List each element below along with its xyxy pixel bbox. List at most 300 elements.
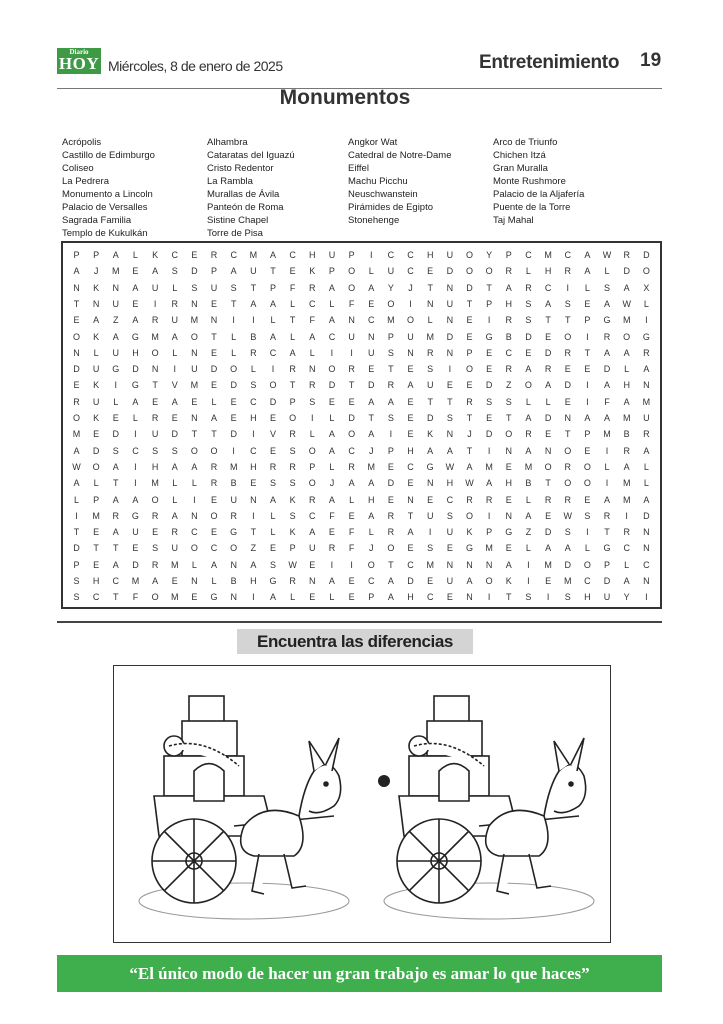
grid-letter[interactable]: C	[407, 266, 414, 277]
grid-letter[interactable]: E	[584, 445, 591, 456]
grid-letter[interactable]: E	[348, 510, 355, 521]
grid-letter[interactable]: N	[446, 282, 454, 293]
grid-letter[interactable]: P	[211, 266, 218, 277]
grid-letter[interactable]: E	[446, 592, 453, 603]
grid-letter[interactable]: O	[544, 461, 552, 472]
grid-letter[interactable]: T	[113, 478, 119, 489]
grid-letter[interactable]: F	[604, 396, 610, 407]
grid-letter[interactable]: E	[211, 527, 218, 538]
grid-letter[interactable]: A	[584, 413, 591, 423]
grid-letter[interactable]: S	[387, 413, 394, 423]
grid-letter[interactable]: U	[328, 250, 336, 260]
grid-letter[interactable]: N	[92, 298, 100, 309]
grid-letter[interactable]: O	[564, 331, 572, 342]
grid-letter[interactable]: R	[171, 298, 178, 309]
grid-letter[interactable]: E	[545, 510, 552, 521]
grid-letter[interactable]: O	[387, 298, 395, 309]
grid-letter[interactable]: O	[367, 559, 375, 570]
grid-letter[interactable]: R	[151, 413, 159, 423]
grid-letter[interactable]: L	[290, 331, 296, 342]
grid-letter[interactable]: M	[622, 413, 631, 423]
grid-letter[interactable]: R	[466, 396, 473, 407]
grid-letter[interactable]: E	[171, 576, 178, 586]
grid-letter[interactable]: G	[642, 331, 650, 342]
grid-letter[interactable]: M	[544, 559, 552, 570]
grid-letter[interactable]: O	[190, 445, 198, 456]
grid-letter[interactable]: E	[545, 331, 552, 342]
grid-letter[interactable]: X	[643, 282, 650, 293]
grid-letter[interactable]: G	[465, 543, 473, 554]
grid-letter[interactable]: O	[642, 266, 650, 277]
grid-letter[interactable]: D	[92, 445, 100, 456]
grid-letter[interactable]: C	[564, 250, 571, 260]
grid-letter[interactable]: Z	[525, 527, 532, 538]
grid-letter[interactable]: L	[132, 413, 138, 423]
grid-letter[interactable]: I	[75, 510, 78, 521]
grid-letter[interactable]: H	[505, 478, 513, 489]
grid-letter[interactable]: R	[564, 461, 571, 472]
grid-letter[interactable]: E	[132, 543, 139, 554]
grid-letter[interactable]: M	[112, 266, 120, 277]
grid-letter[interactable]: U	[446, 527, 454, 538]
grid-letter[interactable]: I	[369, 250, 373, 260]
grid-letter[interactable]: R	[210, 461, 218, 472]
grid-letter[interactable]: S	[191, 282, 198, 293]
grid-letter[interactable]: M	[171, 592, 179, 603]
grid-letter[interactable]: A	[348, 478, 355, 489]
grid-letter[interactable]: H	[250, 461, 257, 472]
grid-letter[interactable]: I	[546, 592, 550, 603]
grid-letter[interactable]: D	[171, 429, 178, 440]
grid-letter[interactable]: L	[113, 396, 119, 407]
grid-letter[interactable]: T	[584, 347, 591, 358]
grid-letter[interactable]: A	[112, 559, 119, 570]
grid-letter[interactable]: D	[132, 559, 139, 570]
grid-letter[interactable]: L	[545, 396, 551, 407]
grid-letter[interactable]: P	[368, 592, 375, 603]
grid-letter[interactable]: E	[191, 250, 198, 260]
grid-letter[interactable]: A	[289, 347, 296, 358]
grid-letter[interactable]: N	[446, 315, 454, 326]
grid-letter[interactable]: C	[171, 250, 178, 260]
grid-letter[interactable]: U	[92, 364, 100, 375]
grid-letter[interactable]: P	[505, 250, 512, 260]
grid-letter[interactable]: A	[368, 282, 375, 293]
grid-letter[interactable]: E	[309, 592, 316, 603]
grid-letter[interactable]: C	[328, 331, 336, 342]
grid-letter[interactable]: M	[642, 396, 651, 407]
grid-letter[interactable]: E	[466, 331, 473, 342]
grid-letter[interactable]: T	[447, 396, 453, 407]
grid-letter[interactable]: P	[93, 250, 100, 260]
grid-letter[interactable]: T	[565, 429, 571, 440]
grid-letter[interactable]: A	[132, 315, 139, 326]
grid-letter[interactable]: N	[309, 364, 316, 375]
grid-letter[interactable]: T	[466, 298, 473, 309]
grid-letter[interactable]: I	[487, 510, 491, 521]
grid-letter[interactable]: T	[230, 298, 237, 309]
grid-letter[interactable]: E	[112, 413, 119, 423]
grid-letter[interactable]: L	[132, 250, 138, 260]
grid-letter[interactable]: D	[191, 266, 198, 277]
grid-letter[interactable]: R	[348, 364, 355, 375]
grid-letter[interactable]: K	[93, 282, 100, 293]
grid-letter[interactable]: I	[645, 315, 648, 326]
grid-letter[interactable]: U	[112, 347, 120, 358]
grid-letter[interactable]: A	[407, 380, 414, 391]
grid-letter[interactable]: C	[368, 315, 375, 326]
grid-letter[interactable]: D	[328, 380, 336, 391]
grid-letter[interactable]: T	[191, 429, 198, 440]
grid-letter[interactable]: R	[250, 347, 257, 358]
grid-letter[interactable]: E	[230, 413, 237, 423]
grid-letter[interactable]: L	[329, 592, 335, 603]
grid-letter[interactable]: L	[525, 494, 531, 505]
grid-letter[interactable]: I	[605, 478, 609, 489]
grid-letter[interactable]: A	[211, 559, 218, 570]
grid-letter[interactable]: C	[309, 298, 316, 309]
grid-letter[interactable]: A	[250, 298, 257, 309]
grid-letter[interactable]: D	[623, 266, 630, 277]
grid-letter[interactable]: E	[211, 380, 218, 391]
grid-letter[interactable]: C	[230, 250, 237, 260]
grid-letter[interactable]: S	[525, 315, 532, 326]
grid-letter[interactable]: I	[193, 494, 196, 505]
grid-letter[interactable]: N	[446, 347, 454, 358]
grid-letter[interactable]: U	[426, 510, 434, 521]
grid-letter[interactable]: A	[171, 461, 178, 472]
grid-letter[interactable]: S	[230, 282, 237, 293]
grid-letter[interactable]: G	[505, 527, 513, 538]
grid-letter[interactable]: W	[445, 461, 455, 472]
grid-letter[interactable]: E	[211, 347, 218, 358]
grid-letter[interactable]: S	[564, 592, 571, 603]
grid-letter[interactable]: C	[426, 592, 434, 603]
grid-letter[interactable]: I	[134, 478, 137, 489]
grid-letter[interactable]: U	[603, 592, 611, 603]
grid-letter[interactable]: D	[643, 250, 650, 260]
grid-letter[interactable]: A	[368, 478, 375, 489]
grid-letter[interactable]: E	[407, 543, 414, 554]
grid-letter[interactable]: N	[230, 592, 237, 603]
grid-letter[interactable]: S	[525, 592, 532, 603]
grid-letter[interactable]: E	[427, 576, 434, 586]
grid-letter[interactable]: L	[604, 266, 610, 277]
grid-letter[interactable]: R	[348, 461, 355, 472]
grid-letter[interactable]: A	[93, 315, 100, 326]
grid-letter[interactable]: U	[250, 266, 257, 277]
grid-letter[interactable]: N	[151, 364, 159, 375]
grid-letter[interactable]: O	[348, 266, 356, 277]
grid-letter[interactable]: R	[73, 396, 80, 407]
grid-letter[interactable]: A	[505, 559, 512, 570]
grid-letter[interactable]: A	[171, 510, 178, 521]
grid-letter[interactable]: D	[466, 282, 473, 293]
grid-letter[interactable]: N	[73, 282, 80, 293]
grid-letter[interactable]: T	[211, 331, 217, 342]
grid-letter[interactable]: F	[309, 315, 316, 326]
grid-letter[interactable]: A	[604, 380, 611, 391]
grid-letter[interactable]: U	[309, 543, 316, 554]
grid-letter[interactable]: C	[407, 461, 414, 472]
grid-letter[interactable]: I	[428, 527, 432, 538]
grid-letter[interactable]: U	[171, 543, 178, 554]
grid-letter[interactable]: I	[114, 380, 118, 391]
grid-letter[interactable]: E	[564, 396, 571, 407]
grid-letter[interactable]: A	[525, 413, 532, 423]
grid-letter[interactable]: I	[153, 298, 157, 309]
grid-letter[interactable]: K	[309, 266, 316, 277]
grid-letter[interactable]: L	[172, 282, 178, 293]
grid-letter[interactable]: K	[289, 527, 296, 538]
grid-letter[interactable]: D	[73, 364, 80, 375]
grid-letter[interactable]: R	[171, 527, 178, 538]
grid-letter[interactable]: N	[191, 413, 198, 423]
grid-letter[interactable]: D	[368, 380, 375, 391]
grid-letter[interactable]: U	[151, 429, 159, 440]
grid-letter[interactable]: E	[407, 429, 414, 440]
grid-letter[interactable]: L	[525, 396, 531, 407]
grid-letter[interactable]: D	[112, 429, 120, 440]
grid-letter[interactable]: Z	[506, 380, 512, 391]
grid-letter[interactable]: L	[368, 527, 374, 538]
grid-letter[interactable]: W	[465, 478, 474, 489]
grid-letter[interactable]: S	[309, 396, 316, 407]
grid-letter[interactable]: D	[485, 429, 493, 440]
grid-letter[interactable]: S	[73, 576, 80, 586]
grid-letter[interactable]: M	[485, 543, 493, 554]
grid-letter[interactable]: O	[151, 592, 159, 603]
grid-letter[interactable]: S	[112, 445, 119, 456]
grid-letter[interactable]: B	[505, 331, 512, 342]
grid-letter[interactable]: L	[290, 298, 296, 309]
grid-letter[interactable]: S	[564, 527, 571, 538]
grid-letter[interactable]: K	[93, 413, 100, 423]
grid-letter[interactable]: L	[525, 266, 531, 277]
grid-letter[interactable]: P	[584, 315, 591, 326]
grid-letter[interactable]: C	[250, 445, 257, 456]
grid-letter[interactable]: M	[151, 331, 159, 342]
grid-letter[interactable]: T	[250, 527, 257, 538]
grid-letter[interactable]: B	[230, 478, 237, 489]
grid-letter[interactable]: D	[544, 413, 552, 423]
grid-letter[interactable]: T	[604, 527, 610, 538]
grid-letter[interactable]: A	[604, 413, 611, 423]
grid-letter[interactable]: R	[525, 429, 532, 440]
grid-letter[interactable]: N	[191, 298, 198, 309]
grid-letter[interactable]: N	[191, 576, 198, 586]
grid-letter[interactable]: N	[564, 413, 571, 423]
grid-letter[interactable]: L	[231, 347, 237, 358]
grid-letter[interactable]: H	[250, 576, 257, 586]
grid-letter[interactable]: A	[643, 445, 650, 456]
grid-letter[interactable]: L	[329, 413, 335, 423]
grid-letter[interactable]: P	[289, 543, 296, 554]
grid-letter[interactable]: N	[250, 494, 257, 505]
grid-letter[interactable]: E	[328, 396, 335, 407]
grid-letter[interactable]: E	[269, 543, 276, 554]
grid-letter[interactable]: R	[210, 478, 218, 489]
grid-letter[interactable]: E	[191, 592, 198, 603]
grid-letter[interactable]: D	[132, 364, 139, 375]
grid-letter[interactable]: O	[485, 266, 493, 277]
grid-letter[interactable]: N	[466, 559, 473, 570]
grid-letter[interactable]: E	[93, 559, 100, 570]
grid-letter[interactable]: N	[230, 559, 237, 570]
grid-letter[interactable]: M	[367, 461, 375, 472]
grid-letter[interactable]: P	[309, 461, 316, 472]
grid-letter[interactable]: A	[309, 331, 316, 342]
grid-letter[interactable]: T	[93, 543, 99, 554]
grid-letter[interactable]: O	[348, 282, 356, 293]
grid-letter[interactable]: R	[603, 510, 611, 521]
grid-letter[interactable]: O	[583, 478, 591, 489]
grid-letter[interactable]: M	[426, 559, 434, 570]
grid-letter[interactable]: O	[505, 429, 513, 440]
grid-letter[interactable]: M	[564, 576, 572, 586]
grid-letter[interactable]: B	[230, 576, 237, 586]
grid-letter[interactable]: E	[230, 396, 237, 407]
grid-letter[interactable]: L	[584, 543, 590, 554]
grid-letter[interactable]: L	[643, 478, 649, 489]
grid-letter[interactable]: M	[524, 461, 533, 472]
grid-letter[interactable]: F	[348, 298, 355, 309]
grid-letter[interactable]: U	[171, 315, 178, 326]
grid-letter[interactable]: P	[584, 429, 591, 440]
grid-letter[interactable]: F	[348, 527, 355, 538]
grid-letter[interactable]: H	[368, 494, 375, 505]
grid-letter[interactable]: A	[525, 445, 532, 456]
grid-letter[interactable]: O	[623, 331, 631, 342]
grid-letter[interactable]: E	[486, 347, 493, 358]
grid-letter[interactable]: D	[348, 413, 355, 423]
grid-letter[interactable]: K	[466, 527, 473, 538]
grid-letter[interactable]: I	[586, 527, 589, 538]
grid-letter[interactable]: T	[250, 282, 257, 293]
grid-letter[interactable]: M	[229, 461, 238, 472]
grid-letter[interactable]: P	[269, 282, 276, 293]
grid-letter[interactable]: L	[172, 347, 178, 358]
grid-letter[interactable]: N	[446, 429, 454, 440]
grid-letter[interactable]: K	[289, 494, 296, 505]
grid-letter[interactable]: A	[387, 396, 394, 407]
grid-letter[interactable]: S	[446, 510, 453, 521]
grid-letter[interactable]: O	[465, 250, 473, 260]
grid-letter[interactable]: A	[152, 576, 159, 586]
grid-letter[interactable]: E	[250, 478, 257, 489]
grid-letter[interactable]: A	[368, 429, 375, 440]
grid-letter[interactable]: M	[190, 315, 199, 326]
grid-letter[interactable]: K	[427, 429, 434, 440]
grid-letter[interactable]: I	[389, 429, 393, 440]
grid-letter[interactable]: S	[152, 445, 159, 456]
grid-letter[interactable]: T	[388, 559, 394, 570]
grid-letter[interactable]: E	[132, 298, 139, 309]
grid-letter[interactable]: S	[171, 266, 178, 277]
grid-letter[interactable]: T	[113, 543, 119, 554]
grid-letter[interactable]: T	[545, 478, 551, 489]
grid-letter[interactable]: C	[525, 250, 532, 260]
grid-letter[interactable]: N	[210, 315, 218, 326]
grid-letter[interactable]: L	[211, 576, 217, 586]
grid-letter[interactable]: L	[604, 461, 610, 472]
grid-letter[interactable]: L	[624, 364, 630, 375]
grid-letter[interactable]: H	[505, 298, 513, 309]
grid-letter[interactable]: D	[387, 478, 395, 489]
grid-letter[interactable]: R	[603, 331, 611, 342]
grid-letter[interactable]: W	[563, 510, 572, 521]
grid-letter[interactable]: T	[270, 266, 276, 277]
grid-letter[interactable]: S	[584, 510, 591, 521]
grid-letter[interactable]: A	[407, 527, 414, 538]
grid-letter[interactable]: A	[328, 282, 335, 293]
grid-letter[interactable]: E	[486, 413, 493, 423]
grid-letter[interactable]: A	[230, 266, 237, 277]
grid-letter[interactable]: O	[564, 445, 572, 456]
grid-letter[interactable]: O	[230, 543, 238, 554]
grid-letter[interactable]: R	[210, 250, 218, 260]
grid-letter[interactable]: H	[544, 266, 552, 277]
grid-letter[interactable]: H	[151, 461, 159, 472]
grid-letter[interactable]: D	[544, 527, 552, 538]
grid-letter[interactable]: M	[249, 250, 258, 260]
grid-letter[interactable]: L	[309, 347, 315, 358]
grid-letter[interactable]: E	[466, 380, 473, 391]
grid-letter[interactable]: H	[309, 250, 316, 260]
grid-letter[interactable]: E	[152, 396, 159, 407]
grid-letter[interactable]: U	[446, 298, 454, 309]
grid-letter[interactable]: G	[210, 592, 218, 603]
grid-letter[interactable]: R	[309, 494, 316, 505]
grid-letter[interactable]: R	[505, 315, 513, 326]
grid-letter[interactable]: E	[427, 494, 434, 505]
grid-letter[interactable]: L	[368, 266, 374, 277]
grid-letter[interactable]: P	[93, 494, 100, 505]
grid-letter[interactable]: E	[93, 429, 100, 440]
grid-letter[interactable]: L	[73, 494, 79, 505]
grid-letter[interactable]: A	[486, 478, 493, 489]
grid-letter[interactable]: U	[210, 282, 218, 293]
grid-letter[interactable]: T	[211, 429, 217, 440]
grid-letter[interactable]: G	[603, 315, 611, 326]
grid-letter[interactable]: A	[466, 461, 473, 472]
grid-letter[interactable]: I	[252, 592, 255, 603]
grid-letter[interactable]: I	[252, 510, 255, 521]
grid-letter[interactable]: E	[387, 494, 394, 505]
grid-letter[interactable]: E	[446, 380, 453, 391]
grid-letter[interactable]: B	[250, 331, 257, 342]
grid-letter[interactable]: I	[487, 445, 491, 456]
grid-letter[interactable]: A	[112, 250, 119, 260]
grid-letter[interactable]: E	[466, 315, 473, 326]
grid-letter[interactable]: C	[407, 250, 414, 260]
grid-letter[interactable]: E	[407, 364, 414, 375]
grid-letter[interactable]: R	[485, 494, 493, 505]
grid-letter[interactable]: J	[369, 445, 374, 456]
grid-letter[interactable]: A	[250, 559, 257, 570]
grid-letter[interactable]: D	[230, 429, 237, 440]
grid-letter[interactable]: H	[132, 347, 139, 358]
grid-letter[interactable]: N	[643, 576, 650, 586]
grid-letter[interactable]: C	[132, 445, 139, 456]
grid-letter[interactable]: R	[643, 429, 650, 440]
grid-letter[interactable]: R	[151, 510, 159, 521]
grid-letter[interactable]: G	[131, 331, 139, 342]
grid-letter[interactable]: A	[191, 461, 198, 472]
grid-letter[interactable]: E	[505, 461, 512, 472]
grid-letter[interactable]: M	[131, 576, 140, 586]
grid-letter[interactable]: L	[329, 461, 335, 472]
